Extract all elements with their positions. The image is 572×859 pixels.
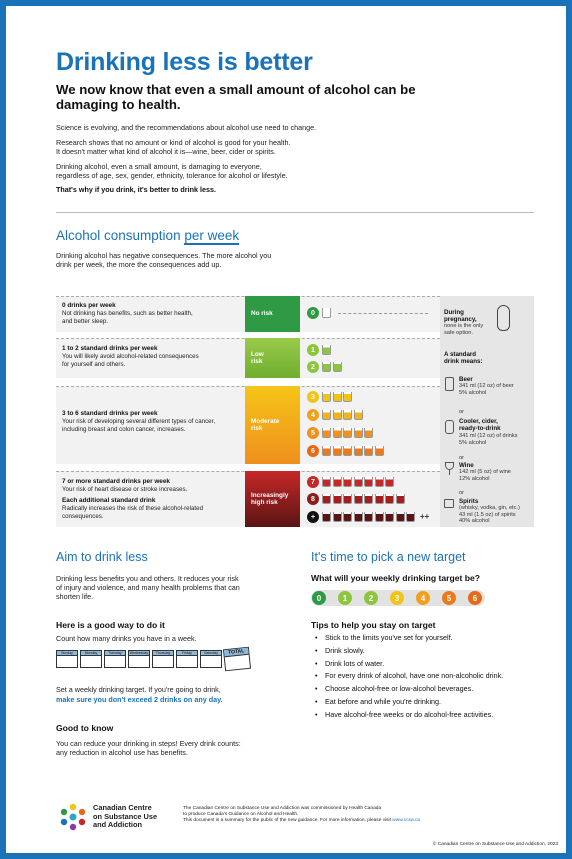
cup-icon — [354, 446, 363, 456]
level-row-4 — [307, 409, 363, 421]
level-row-2 — [307, 361, 342, 373]
cup-icon — [322, 477, 331, 487]
cup-icon — [375, 477, 384, 487]
cup-icon — [322, 446, 331, 456]
cup-icon — [354, 477, 363, 487]
target-text-1: Set a weekly drinking target. If you're going to drink, — [56, 685, 221, 694]
target-text-2: make sure you don't exceed 2 drinks on any day. — [56, 695, 223, 704]
band-moderate-risk: Moderate risk — [245, 386, 300, 464]
cups-0 — [322, 308, 331, 318]
plusplus: ++ — [420, 512, 430, 521]
row-2-line1: Your risk of developing several different types of cancer, — [62, 418, 216, 425]
or-1: or — [459, 409, 464, 415]
target-options — [312, 591, 482, 605]
cooler-text: 341 ml (12 oz) of drinks 5% alcohol — [459, 433, 518, 446]
or-2: or — [459, 455, 464, 461]
cup-icon — [343, 410, 352, 420]
tip-item: • Eat before and while you're drinking. — [315, 696, 503, 709]
page-subtitle: We now know that even a small amount of alcohol can be damaging to health. — [56, 82, 416, 112]
pregnancy-text: none is the only safe option. — [444, 323, 484, 336]
row-2-title: 3 to 6 standard drinks per week — [62, 410, 158, 417]
consumption-heading-b: per week — [184, 228, 240, 243]
level-badge-6: 6 — [307, 445, 319, 457]
divider — [56, 212, 534, 213]
row-0-line2: and better sleep. — [62, 318, 109, 325]
calendar-day: Thursday — [152, 650, 174, 668]
pregnancy-title: During pregnancy, — [444, 309, 477, 324]
level-badge-8: 8 — [307, 493, 319, 505]
beer-icon — [445, 377, 454, 391]
tip-item: • Stick to the limits you've set for yourself. — [315, 632, 503, 645]
level-badge-plus: + — [307, 511, 319, 523]
calendar-day: Sunday — [56, 650, 78, 668]
level-badge-0: 0 — [307, 307, 319, 319]
cup-icon — [343, 512, 352, 522]
tip-item: • Drink lots of water. — [315, 658, 503, 671]
cup-icon — [322, 308, 331, 318]
cup-icon — [333, 392, 342, 402]
cup-icon — [396, 512, 405, 522]
tip-item: • For every drink of alcohol, have one non-alcoholic drink. — [315, 670, 503, 683]
target-question: What will your weekly drinking target be? — [311, 573, 481, 583]
cup-icon — [333, 362, 342, 372]
spirits-title: Spirits — [459, 498, 479, 505]
consumption-heading-a: Alcohol consumption — [56, 228, 185, 243]
tips-list — [315, 632, 503, 722]
cup-icon — [375, 512, 384, 522]
aim-text: Drinking less benefits you and others. It reduces your risk of injury and violence, and many health problems that can shorten life. — [56, 574, 240, 601]
wine-text: 142 ml (5 oz) of wine 12% alcohol — [459, 469, 511, 482]
intro-text-4: That's why if you drink, it's better to drink less. — [56, 185, 216, 194]
cup-icon — [322, 392, 331, 402]
row-1-line2: for yourself and others. — [62, 361, 126, 368]
cup-icon — [375, 446, 384, 456]
row-1-line1: You will likely avoid alcohol-related consequences — [62, 353, 199, 360]
tip-item: • Have alcohol-free weeks or do alcohol-free activities. — [315, 709, 503, 722]
level-badge-1: 1 — [307, 344, 319, 356]
target-option-0[interactable]: 0 — [312, 591, 326, 605]
level-row-8 — [307, 493, 405, 505]
footer-note: The Canadian Centre on Substance Use and Addiction was commissioned by Health Canada to produce Canada's Guidance on Alcohol and Health. This document is a summary for the public of the new guidance. For more information, please visit www.ccsa.ca — [183, 806, 421, 823]
cup-icon — [364, 494, 373, 504]
cup-icon — [333, 446, 342, 456]
good-know-heading: Good to know — [56, 723, 114, 733]
band-low-risk: Low risk — [245, 338, 300, 378]
level-row-5 — [307, 427, 373, 439]
copyright: © Canadian Centre on Substance Use and Addiction, 2023 — [432, 842, 558, 847]
page-title: Drinking less is better — [56, 48, 313, 76]
row-1-title: 1 to 2 standard drinks per week — [62, 345, 158, 352]
level-badge-4: 4 — [307, 409, 319, 421]
intro-text-1: Science is evolving, and the recommendations about alcohol use need to change. — [56, 123, 317, 132]
calendar-day: Tuesday — [104, 650, 126, 668]
cup-icon — [322, 494, 331, 504]
cup-icon — [385, 512, 394, 522]
beer-text: 341 ml (12 oz) of beer 5% alcohol — [459, 383, 514, 396]
level-row-0 — [307, 307, 428, 319]
consumption-heading — [56, 228, 239, 243]
calendar-day: Friday — [176, 650, 198, 668]
cup-icon — [364, 477, 373, 487]
cup-icon — [333, 410, 342, 420]
row-0-title: 0 drinks per week — [62, 302, 116, 309]
wine-glass-stem — [449, 470, 450, 475]
aim-heading: Aim to drink less — [56, 550, 148, 564]
consumption-intro-a: Drinking alcohol has negative consequences. The more alcohol you — [56, 251, 272, 260]
cup-icon — [354, 428, 363, 438]
cup-icon — [322, 512, 331, 522]
cup-icon — [354, 494, 363, 504]
footer-link[interactable]: www.ccsa.ca — [392, 818, 421, 823]
level-badge-7: 7 — [307, 476, 319, 488]
cup-icon — [364, 446, 373, 456]
target-option-2[interactable]: 2 — [364, 591, 378, 605]
level-row-6 — [307, 445, 384, 457]
intro-text-2b: It doesn't matter what kind of alcohol it is—wine, beer, cider or spirits. — [56, 147, 276, 156]
row-3-line3: Radically increases the risk of these alcohol-related — [62, 505, 204, 512]
cup-icon — [333, 512, 342, 522]
good-way-text: Count how many drinks you have in a week. — [56, 634, 197, 643]
tip-item: • Choose alcohol-free or low-alcohol beverages. — [315, 683, 503, 696]
cup-icon — [354, 512, 363, 522]
intro-text-2a: Research shows that no amount or kind of alcohol is good for your health. — [56, 138, 291, 147]
cup-icon — [385, 477, 394, 487]
cup-icon — [333, 477, 342, 487]
intro-text-3a: Drinking alcohol, even a small amount, is damaging to everyone, — [56, 162, 262, 171]
row-3-title2: Each additional standard drink — [62, 497, 156, 504]
beer-title: Beer — [459, 376, 473, 383]
calendar-day: Monday — [80, 650, 102, 668]
weekly-calendar — [56, 650, 250, 670]
row-3-line4: consequences. — [62, 513, 104, 520]
cup-icon — [364, 512, 373, 522]
cup-icon — [343, 392, 352, 402]
cup-icon — [406, 512, 415, 522]
cooler-can-icon — [445, 420, 454, 434]
wine-title: Wine — [459, 462, 474, 469]
row-3-title: 7 or more standard drinks per week — [62, 478, 170, 485]
good-know-text: You can reduce your drinking in steps! Every drink counts: any reduction in alcohol use has benefits. — [56, 739, 241, 757]
cup-icon — [322, 410, 331, 420]
pregnancy-icon — [497, 305, 510, 331]
level-row-7 — [307, 476, 394, 488]
level-badge-5: 5 — [307, 427, 319, 439]
cup-icon — [322, 362, 331, 372]
cooler-title: Cooler, cider, ready-to-drink — [459, 418, 501, 433]
cup-icon — [396, 494, 405, 504]
standard-drink-title: A standard drink means: — [444, 351, 483, 366]
level-badge-3: 3 — [307, 391, 319, 403]
dashed-line — [338, 313, 428, 314]
band-no-risk: No risk — [245, 296, 300, 332]
target-option-5[interactable]: 5 — [442, 591, 456, 605]
intro-text-3b: regardless of age, sex, gender, ethnicity, tolerance for alcohol or lifestyle. — [56, 171, 288, 180]
or-3: or — [459, 490, 464, 496]
cup-icon — [322, 345, 331, 355]
new-target-heading: It's time to pick a new target — [311, 550, 466, 564]
org-name: Canadian Centre on Substance Use and Addiction — [93, 803, 158, 830]
band-high-risk: Increasingly high risk — [245, 471, 300, 527]
cup-icon — [333, 428, 342, 438]
spirits-glass-icon — [444, 499, 454, 508]
tips-heading: Tips to help you stay on target — [311, 620, 436, 630]
cup-icon — [343, 428, 352, 438]
row-2-line2: including breast and colon cancer, increases. — [62, 426, 186, 433]
level-row-plus — [307, 511, 429, 523]
cup-icon — [375, 494, 384, 504]
target-option-3[interactable]: 3 — [390, 591, 404, 605]
target-option-4[interactable]: 4 — [416, 591, 430, 605]
level-badge-2: 2 — [307, 361, 319, 373]
level-row-1 — [307, 344, 331, 356]
cup-icon — [385, 494, 394, 504]
ccsa-logo — [58, 802, 88, 832]
row-0-line1: Not drinking has benefits, such as better health, — [62, 310, 193, 317]
spirits-text: (whisky, vodka, gin, etc.) 43 ml (1.5 oz) of spirits 40% alcohol — [459, 505, 520, 525]
cup-icon — [354, 410, 363, 420]
level-row-3 — [307, 391, 352, 403]
cup-icon — [364, 428, 373, 438]
cup-icon — [343, 494, 352, 504]
cup-icon — [322, 428, 331, 438]
cup-icon — [333, 494, 342, 504]
row-3-line1: Your risk of heart disease or stroke increases. — [62, 486, 188, 493]
calendar-day: Saturday — [200, 650, 222, 668]
cup-icon — [343, 477, 352, 487]
target-option-6[interactable]: 6 — [468, 591, 482, 605]
cup-icon — [343, 446, 352, 456]
good-way-heading: Here is a good way to do it — [56, 620, 165, 630]
tip-item: • Drink slowly. — [315, 645, 503, 658]
consumption-intro-b: drink per week, the more the consequences add up. — [56, 260, 222, 269]
calendar-day: Wednesday — [128, 650, 150, 668]
target-option-1[interactable]: 1 — [338, 591, 352, 605]
calendar-total: TOTAL — [223, 647, 251, 672]
